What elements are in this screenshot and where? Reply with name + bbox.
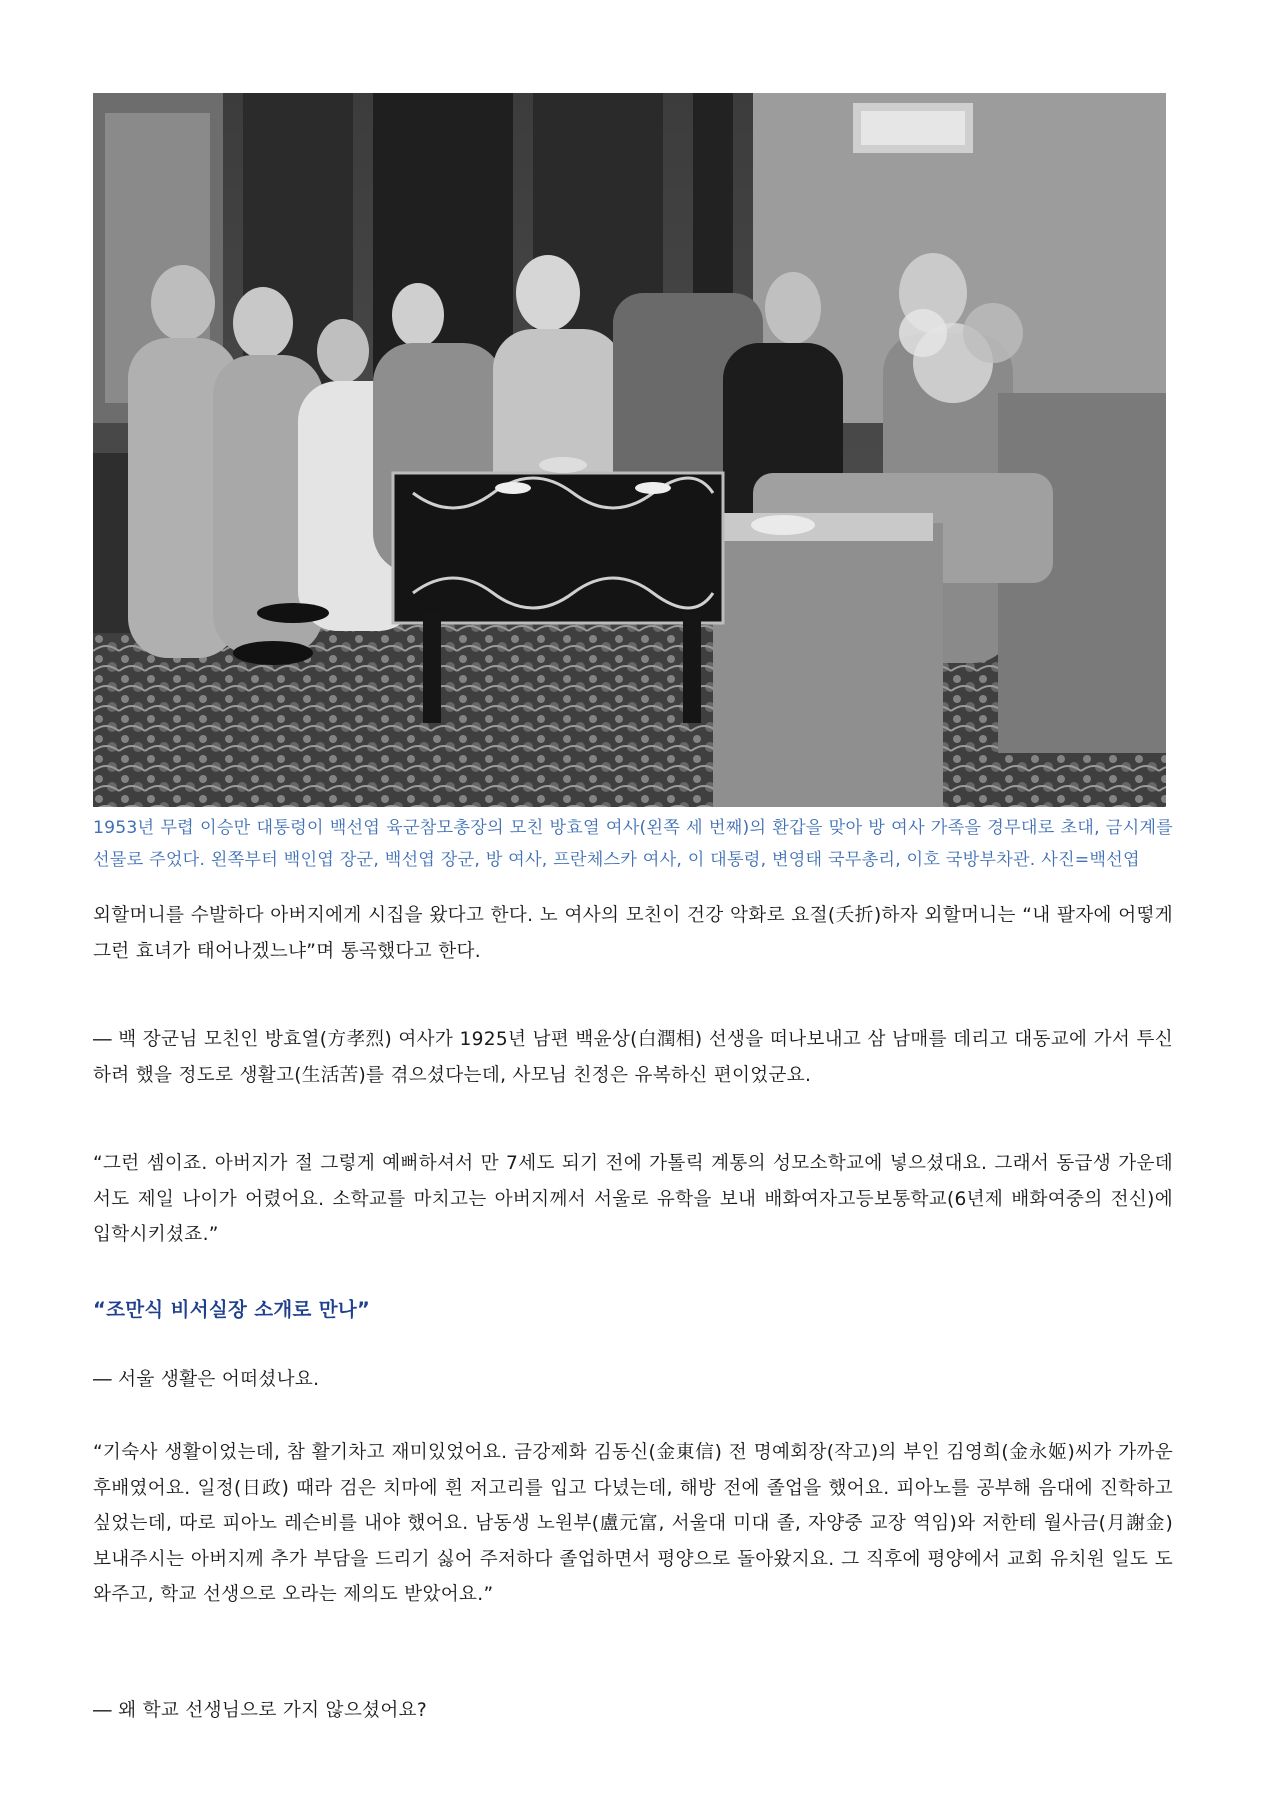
- interview-question: ― 서울 생활은 어떠셨나요.: [93, 1369, 320, 1390]
- historical-photo: [93, 93, 1166, 807]
- interview-answer: “그런 셈이죠. 아버지가 절 그렇게 예뻐하셔서 만 7세도 되기 전에 가톨릭 계통의 성모소학교에 넣으셨대요. 그래서 동급생 가운데서도 제일 나이가 어렸어요. 소학교를 마치고는 아버지께서 서울로 유학을 보내 배화여자고등보통학교(6년제 배화여중의 전신)에 입학시키셨죠.”: [93, 1153, 1173, 1245]
- interview-question: ― 왜 학교 선생님으로 가지 않으셨어요?: [93, 1700, 428, 1721]
- section-heading: “조만식 비서실장 소개로 만나”: [93, 1298, 371, 1321]
- interview-answer: “기숙사 생활이었는데, 참 활기차고 재미있었어요. 금강제화 김동신(金東信) 전 명예회장(작고)의 부인 김영희(金永姬)씨가 가까운 후배였어요. 일정(日政) 때라 검은 치마에 흰 저고리를 입고 다녔는데, 해방 전에 졸업을 했어요. 피아노를 공부해 음대에 진학하고 싶었는데, 따로 피아노 레슨비를 내야 했어요. 남동생 노원부(盧元富, 서울대 미대 졸, 자양중 교장 역임)와 저한테 월사금(月謝金) 보내주시는 아버지께 추가 부담을 드리기 싫어 주저하다 졸업하면서 평양으로 돌아왔지요. 그 직후에 평양에서 교회 유치원 일도 도와주고, 학교 선생으로 오라는 제의도 받았어요.”: [93, 1442, 1173, 1605]
- article-paragraph: 외할머니를 수발하다 아버지에게 시집을 왔다고 한다. 노 여사의 모친이 건강 악화로 요절(夭折)하자 외할머니는 “내 팔자에 어떻게 그런 효녀가 태어나겠느냐”며 통곡했다고 한다.: [93, 905, 1173, 962]
- interview-question: ― 백 장군님 모친인 방효열(方孝烈) 여사가 1925년 남편 백윤상(白潤相) 선생을 떠나보내고 삼 남매를 데리고 대동교에 가서 투신하려 했을 정도로 생활고(生活苦)를 겪으셨다는데, 사모님 친정은 유복하신 편이었군요.: [93, 1029, 1173, 1086]
- photo-caption: 1953년 무렵 이승만 대통령이 백선엽 육군참모총장의 모친 방효열 여사(왼쪽 세 번째)의 환갑을 맞아 방 여사 가족을 경무대로 초대, 금시계를 선물로 주었다. 왼쪽부터 백인엽 장군, 백선엽 장군, 방 여사, 프란체스카 여사, 이 대통령, 변영태 국무총리, 이호 국방부차관. 사진=백선엽: [93, 818, 1173, 870]
